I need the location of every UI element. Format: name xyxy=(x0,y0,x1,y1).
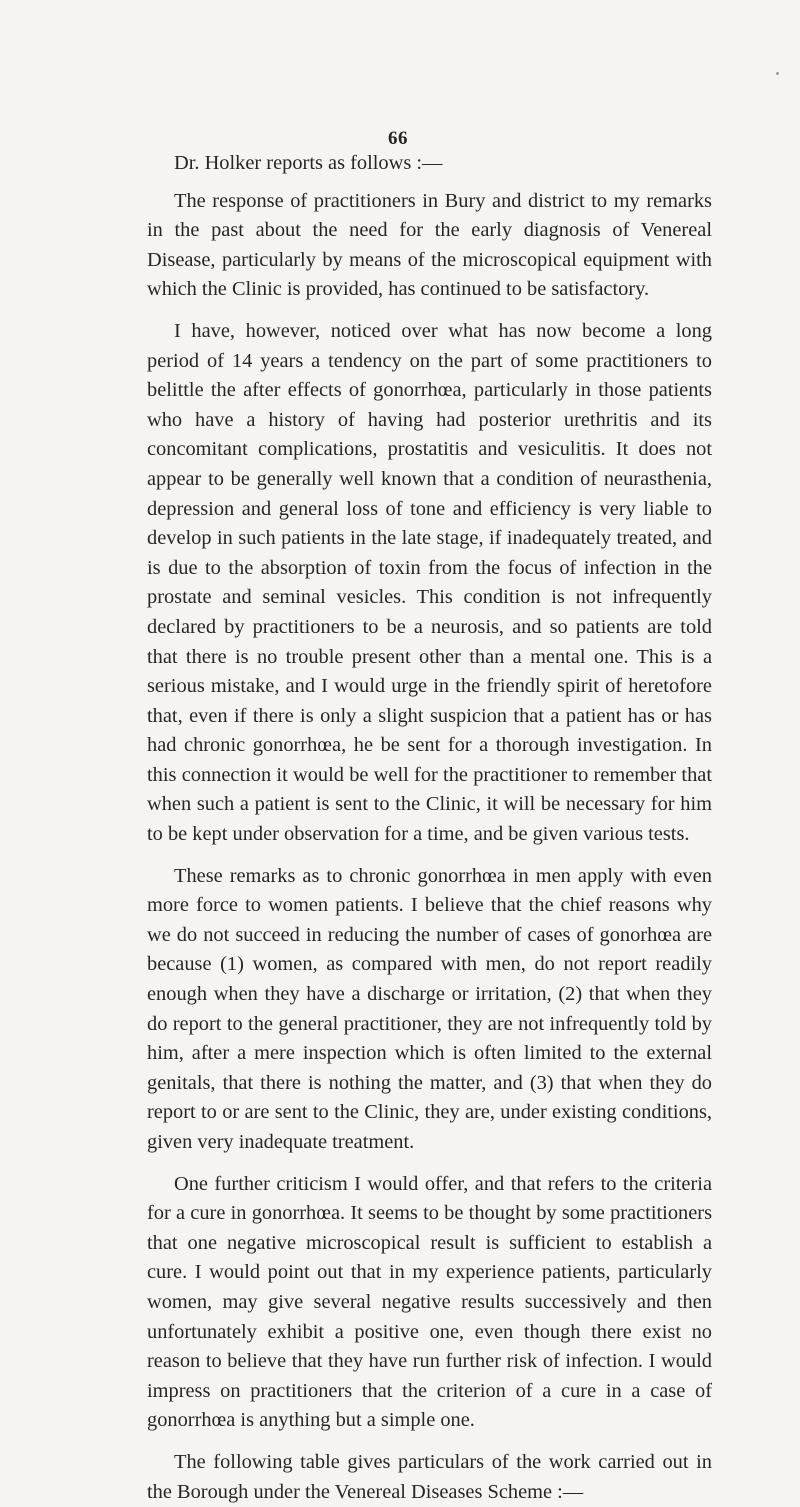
paragraph-cure-criteria: One further criticism I would offer, and that refers to the criteria for a cure in gonorrhœa. It seems to be thought by some practitioners that one negative microscopical result is sufficient to establish a cure. I would point out that in my experience patients, particularly women, may give several negative results successively and then unfortunately exhibit a positive one, even though there exist no reason to believe that they have run further risk of infection. I would impress on practitioners that the criterion of a cure in a case of gonorrhœa is anything but a simple one. xyxy=(147,1172,712,1432)
page-number: 66 xyxy=(388,128,408,149)
paragraph-table-intro: The following table gives particulars of the work carried out in the Borough under the Venereal Diseases Scheme :— xyxy=(147,1450,712,1503)
paragraph-chronic-gonorrhoea: I have, however, noticed over what has now become a long period of 14 years a tendency on the part of some practitioners to belittle the after effects of gonorrhœa, particularly in those patients who have a history of having had posterior urethritis and its concomitant complications, prostatitis and vesiculitis. It does not appear to be generally well known that a condition of neurasthenia, depression and general loss of tone and efficiency is very liable to develop in such patients in the late stage, if inadequately treated, and is due to the absorption of toxin from the focus of infection in the prostate and seminal vesicles. This condition is not infrequently declared by practitioners to be a neurosis, and so patients are told that there is no trouble present other than a mental one. This is a serious mistake, and I would urge in the friendly spirit of heretofore that, even if there is only a slight suspicion that a patient has or has had chronic gonorrhœa, he be sent for a thorough investigation. In this connection it would be well for the practitioner to remember that when such a patient is sent to the Clinic, it will be necessary for him to be kept under observation for a time, and be given various tests. xyxy=(147,319,712,846)
paper-speck xyxy=(776,72,779,75)
report-text xyxy=(147,149,712,1507)
report-intro: Dr. Holker reports as follows :— xyxy=(174,152,443,174)
paragraph-response: The response of practitioners in Bury and district to my remarks in the past about the need for the early diagnosis of Venereal Disease, particularly by means of the microscopical equipment with which the Clinic is provided, has continued to be satisfactory. xyxy=(147,189,712,301)
paragraph-women-patients: These remarks as to chronic gonorrhœa in men apply with even more force to women patients. I believe that the chief reasons why we do not succeed in reducing the number of cases of gonorhœa are because (1) women, as compared with men, do not report readily enough when they have a discharge or irritation, (2) that when they do report to the general practitioner, they are not infrequently told by him, after a mere inspection which is often limited to the external genitals, that there is nothing the matter, and (3) that when they do report to or are sent to the Clinic, they are, under existing conditions, given very inadequate treatment. xyxy=(147,864,712,1153)
